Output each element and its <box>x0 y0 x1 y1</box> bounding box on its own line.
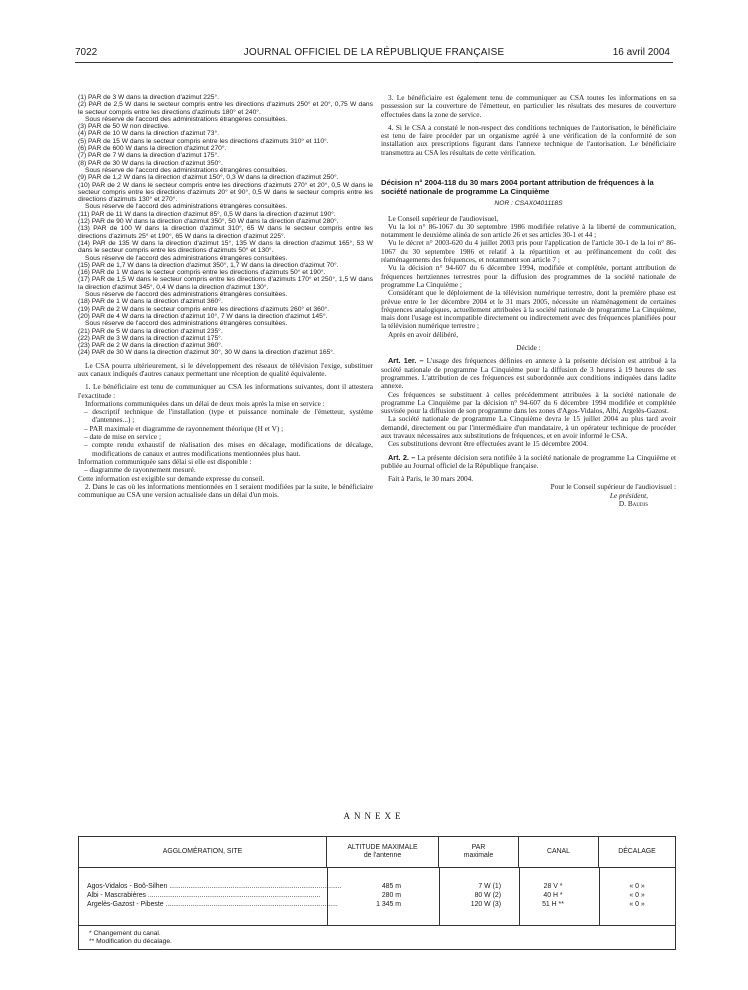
decide-line: Décide : <box>516 343 541 353</box>
conseil-line: Le Conseil supérieur de l'audiovisuel, <box>388 213 499 223</box>
list-item: (21) PAR de 5 W dans la direction d'azimut 235°. <box>78 327 223 335</box>
cell-par: 120 W (3) <box>470 901 501 908</box>
cell-altitude: 485 m <box>381 883 401 890</box>
list-item: (1) PAR de 3 W dans la direction d'azimut 225°. <box>78 94 219 101</box>
cell-canal: 40 H * <box>543 892 563 899</box>
nor-reference: NOR : CSAX0401118S <box>494 200 563 208</box>
signature-role: Le président, <box>609 490 648 500</box>
list-item: (16) PAR de 1 W dans le secteur compris entre les directions d'azimuts 50° et 190°. <box>78 269 326 277</box>
list-item: (4) PAR de 10 W dans la direction d'azimut 73°. <box>78 130 219 138</box>
cell-par: 80 W (2) <box>474 892 501 899</box>
paragraph-csa: Le CSA pourra ultérieurement, si le développement des réseaux de télévision l'exige, substituer aux canaux indiqués d'autres canaux permettant une réception de qualité équivalente. <box>78 360 373 378</box>
substitution-paragraph: Ces fréquences se substituent à celles précédemment attribuées à la société nationale de programme La Cinquième par la décision n° 94-607 du 6 décembre 1994 modifiée et complétée susvisée pour la diffusion de son programme dans les zones d'Agos-Vidalos, Albi, Argelès-Gazost. <box>381 389 676 416</box>
header-altitude <box>327 837 439 867</box>
bullet-item: – date de mise en service ; <box>84 432 161 442</box>
annexe-title: ANNEXE <box>343 811 405 821</box>
paragraph-4: 4. Si le CSA a constaté le non-respect des conditions techniques de l'autorisation, le bénéficiaire est tenu de faire procéder par un organisme agréé à une vérification de la conformité de son installation aux prescriptions figurant dans l'annexe technique de l'autorisation. Le bénéficiaire transmettra au CSA les résultats de cette vérification. <box>381 122 676 157</box>
cell-site: Argelès-Gazost - Pibeste .......................................................................................... <box>87 901 338 908</box>
header-canal: CANAL <box>519 837 599 867</box>
table-row <box>79 883 675 892</box>
list-item: (20) PAR de 4 W dans la direction d'azimut 10°, 7 W dans la direction d'azimut 145°. <box>78 312 328 320</box>
left-column <box>78 94 373 499</box>
article-1-label: Art. 1er. – <box>388 356 424 366</box>
header-par-line1: PAR <box>471 844 486 851</box>
bullet-item: – descriptif technique de l'installation (type et puissance nominale de l'émetteur, système d'antennes...) ; <box>84 407 373 425</box>
par-notes-list <box>78 94 373 357</box>
vu-paragraph: Vu le décret n° 2003-620 du 4 juillet 2003 pris pour l'application de l'article 30-1 de la loi n° 86-1067 du 30 septembre 1986 et relatif à la répartition et au préfinancement du coût des réaménagements des fréquences, et notamment son article 7 ; <box>381 238 676 265</box>
paragraph-no-delay: Information communiquée sans délai si elle est disponible : <box>78 456 252 466</box>
list-item: (17) PAR de 1,5 W dans le secteur compris entre les directions d'azimuts 170° et 250°, 1,5 W dans la direction d'azimut 345°, 0,4 W dans la direction d'azimut 130°. <box>78 276 373 291</box>
cell-canal: 51 H ** <box>542 901 564 908</box>
table-note: ** Modification du décalage. <box>89 938 172 945</box>
list-item: Sous réserve de l'accord des administrations étrangères consultées. <box>85 166 288 174</box>
list-item: (11) PAR de 11 W dans la direction d'azimut 85°, 0,5 W dans la direction d'azimut 190°. <box>78 210 336 218</box>
list-item: (24) PAR de 30 W dans la direction d'azimut 30°, 30 W dans la direction d'azimut 165°. <box>78 349 335 357</box>
list-item: Sous réserve de l'accord des administrations étrangères consultées. <box>85 291 288 299</box>
list-item: (18) PAR de 1 W dans la direction d'azimut 360°. <box>78 298 223 306</box>
table-note: * Changement du canal. <box>89 930 161 937</box>
list-item: (3) PAR de 50 W non directive. <box>78 123 170 131</box>
cell-decalage: « 0 » <box>629 883 645 890</box>
cell-canal: 28 V * <box>543 883 563 890</box>
table-header-rule <box>79 867 675 868</box>
cell-par: 7 W (1) <box>478 883 501 890</box>
page-number: 7022 <box>75 47 98 58</box>
cell-site: Agos-Vidalos - Boô-Silhen .......................................................................................... <box>87 883 342 890</box>
list-item: Sous réserve de l'accord des administrations étrangères consultées. <box>85 203 288 211</box>
decision-title: Décision n° 2004-118 du 30 mars 2004 portant attribution de fréquences à la société nationale de programme La Cinquième <box>381 178 654 196</box>
list-item: (9) PAR de 1,2 W dans la direction d'azimut 150°, 0,3 W dans la direction d'azimut 250°. <box>78 174 339 182</box>
cell-site: Albi - Mascrabières .......................................................................................... <box>87 892 321 899</box>
paragraph-information: Informations communiquées dans un délai de deux mois après la mise en service : <box>85 398 325 408</box>
list-item: (2) PAR de 2,5 W dans le secteur compris entre les directions d'azimuts 250° et 20°, 0,75 W dans le secteur compris entre les directions d'azimuts 180° et 240°. <box>78 101 373 116</box>
article-2 <box>381 454 676 471</box>
site-name: Agos-Vidalos - Boô-Silhen <box>87 883 168 890</box>
header-par <box>439 837 519 867</box>
paragraph-exigible: Cette information est exigible sur demande expresse du conseil. <box>78 473 265 483</box>
header-rule <box>75 62 673 63</box>
cell-decalage: « 0 » <box>629 901 645 908</box>
apres-line: Après en avoir délibéré, <box>388 329 459 339</box>
signature-name: D. Baudis <box>618 499 648 509</box>
header-decalage: DÉCALAGE <box>618 848 656 855</box>
annexe-table <box>78 836 676 950</box>
list-item: Sous réserve de l'accord des administrations étrangères consultées. <box>85 115 288 123</box>
site-name: Albi - Mascrabières <box>87 892 146 899</box>
header-par-line2: maximale <box>463 852 494 859</box>
list-item: (10) PAR de 2 W dans le secteur compris entre les directions d'azimuts 270° et 20°, 0,5 W dans le secteur compris entre les directions d'azimuts 20° et 90°, 0,5 W dans le secteur compris entre les directions d'azimuts 130° et 270°. <box>78 181 373 204</box>
considerant-paragraph: Considérant que le déploiement de la télévision numérique terrestre, dont la première phase est prévue entre le 1er décembre 2004 et le 31 mars 2005, nécessite un réaménagement de certaines fréquences analogiques, actuellement attribuées à la société nationale de programme La Cinquième, mais dont l'usage est incompatible directement ou indirectement avec des fréquences planifiées pour la télévision numérique terrestre ; <box>381 288 676 331</box>
list-item: (15) PAR de 1,7 W dans la direction d'azimut 350°, 1,7 W dans la direction d'azimut 70°. <box>78 261 339 269</box>
cell-altitude: 1 345 m <box>376 901 401 908</box>
vu-paragraph: Vu la décision n° 94-607 du 6 décembre 1994, modifiée et complétée, portant attribution de fréquences hertziennes terrestres pour la diffusion des programmes de la société nationale de programme La Cinquième ; <box>381 263 676 289</box>
issue-date: 16 avril 2004 <box>612 47 670 58</box>
list-item: (22) PAR de 3 W dans la direction d'azimut 175°. <box>78 334 223 342</box>
header-altitude-line1: ALTITUDE MAXIMALE <box>347 844 418 851</box>
paragraph-2: 2. Dans le cas où les informations mentionnées en 1 seraient modifiées par la suite, le bénéficiaire communique au CSA une version actualisée dans un délai d'un mois. <box>78 481 373 500</box>
list-item: Sous réserve de l'accord des administrations étrangères consultées. <box>85 254 288 262</box>
list-item: (19) PAR de 2 W dans le secteur compris entre les directions d'azimuts 260° et 360°. <box>78 305 330 313</box>
article-2-label: Art. 2. – <box>388 452 416 462</box>
bullet-item: – compte rendu exhaustif de réalisation des mises en décalage, modifications de décalage, modifications de canaux et autres modifications mentionnées plus haut. <box>84 440 373 458</box>
list-item: (23) PAR de 2 W dans la direction d'azimut 360°. <box>78 342 223 350</box>
substitution-paragraph: La société nationale de programme La Cinquième devra le 15 juillet 2004 au plus tard avoir demandé, directement ou par l'intermédiaire d'un mandataire, à un opérateur technique de procéder aux travaux nécessaires aux substitutions de fréquences, et en avoir informé le CSA. <box>381 414 676 440</box>
list-item: Sous réserve de l'accord des administrations étrangères consultées. <box>85 320 288 328</box>
article-1 <box>381 357 676 390</box>
journal-title: JOURNAL OFFICIEL DE LA RÉPUBLIQUE FRANÇAISE <box>243 47 505 58</box>
table-row <box>79 901 675 910</box>
list-item: (5) PAR de 15 W dans le secteur compris entre les directions d'azimuts 310° et 110°. <box>78 137 329 145</box>
bullet-item: – PAR maximale et diagramme de rayonnement théorique (H et V) ; <box>84 423 284 433</box>
list-item: (13) PAR de 100 W dans la direction d'azimut 310°, 65 W dans le secteur compris entre les directions d'azimuts 25° et 190°, 65 W dans la direction d'azimut 225°. <box>78 225 373 240</box>
header-altitude-line2: de l'antenne <box>363 852 402 859</box>
site-name: Argelès-Gazost - Pibeste <box>87 901 164 908</box>
cell-altitude: 280 m <box>381 892 401 899</box>
paragraph-1: 1. Le bénéficiaire est tenu de communiquer au CSA les informations suivantes, dont il attestera l'exactitude : <box>78 382 373 400</box>
fait-line: Fait à Paris, le 30 mars 2004. <box>388 474 474 484</box>
bullet-item: – diagramme de rayonnement mesuré. <box>84 465 196 475</box>
list-item: (8) PAR de 30 W dans la direction d'azimut 350°. <box>78 159 223 167</box>
list-item: (6) PAR de 600 W dans la direction d'azimut 270°. <box>78 145 227 153</box>
cell-decalage: « 0 » <box>629 892 645 899</box>
list-item: (7) PAR de 7 W dans la direction d'azimut 175°. <box>78 152 219 160</box>
list-item: (12) PAR de 90 W dans la direction d'azimut 350°, 50 W dans la direction d'azimut 280°. <box>78 218 339 226</box>
table-row <box>79 892 675 901</box>
table-notes-rule <box>79 925 675 926</box>
paragraph-3: 3. Le bénéficiaire est également tenu de communiquer au CSA toutes les informations en sa possession sur la couverture de l'émetteur, en particulier les résultats des mesures de couverture effectuées dans la zone de service. <box>381 93 676 119</box>
signature-for: Pour le Conseil supérieur de l'audiovisuel : <box>550 482 676 492</box>
list-item: (14) PAR de 135 W dans la direction d'azimut 15°, 135 W dans la direction d'azimut 165°, 53 W dans le secteur compris entre les directions d'azimuts 50° et 130°. <box>78 239 373 255</box>
right-column <box>381 94 676 508</box>
header-site: AGGLOMÉRATION, SITE <box>79 837 327 867</box>
vu-paragraph: Vu la loi n° 86-1067 du 30 septembre 1986 modifiée relative à la liberté de communication, notamment le deuxième alinéa de son article 26 et ses articles 30-1 et 44 ; <box>381 221 676 240</box>
substitution-paragraph: Ces substitutions devront être effectuées avant le 15 décembre 2004. <box>388 439 589 449</box>
article-2-text: La présente décision sera notifiée à la société nationale de programme La Cinquième et publiée au Journal officiel de la République française. <box>381 452 676 470</box>
article-1-text: L'usage des fréquences définies en annexe à la présente décision est attribué à la société nationale de programme La Cinquième pour la diffusion de 3 heures à 19 heures de ses programmes. L'attribution de ces fréquences est subordonnée aux conditions indiquées dans ladite annexe. <box>381 356 676 391</box>
